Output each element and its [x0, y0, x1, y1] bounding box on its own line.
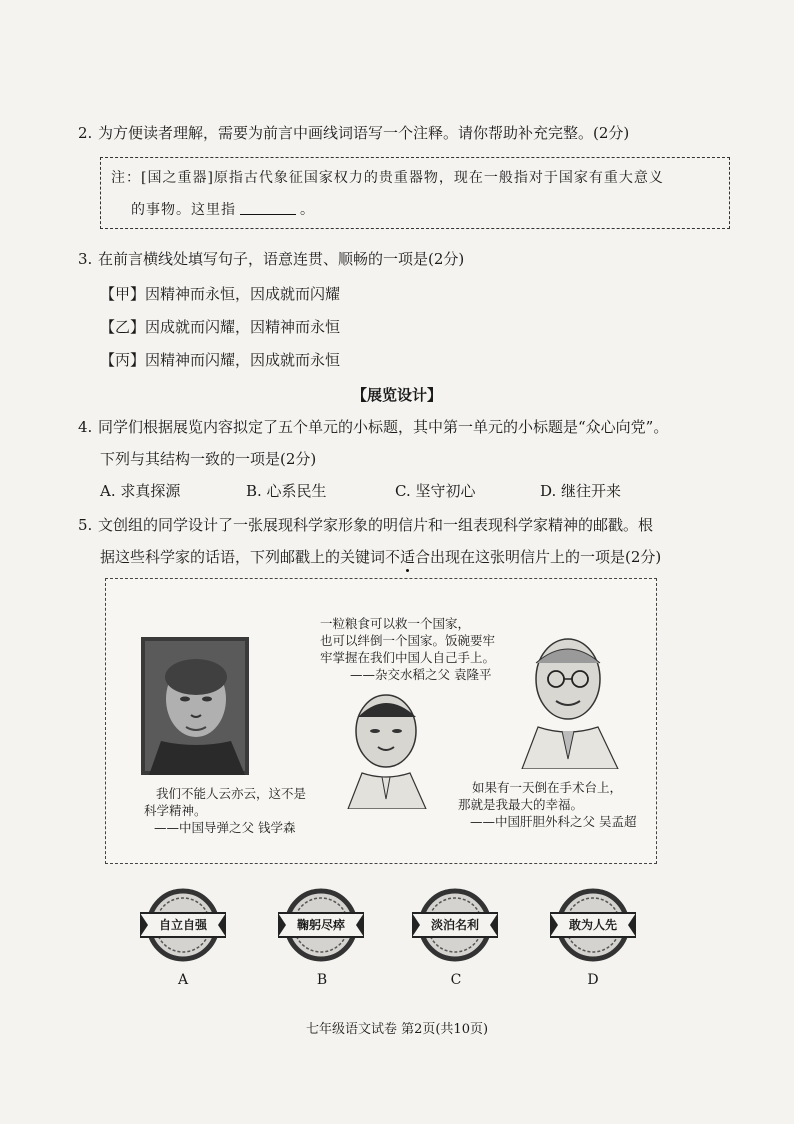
text-part: 据这些科学家的话语，下列邮戳上的关键词 [100, 548, 386, 566]
quote-attribution: ——杂交水稻之父 袁隆平 [350, 667, 492, 682]
question-2 [78, 122, 629, 144]
emphasized-text: 不适合 [385, 548, 431, 566]
question-3 [78, 248, 464, 270]
question-number: 2. [78, 124, 93, 142]
quote-attribution: ——中国导弹之父 钱学森 [154, 820, 296, 835]
option-a: A. 求真探源 [100, 482, 181, 500]
option-d: D. 继往开来 [540, 482, 622, 500]
quote-line: 我们不能人云亦云，这不是 [156, 786, 307, 801]
question-number: 3. [78, 250, 93, 268]
quote-qian-xuesen [144, 785, 306, 836]
postmark-stamp-c[interactable] [412, 882, 498, 968]
question-text: 同学们根据展览内容拟定了五个单元的小标题，其中第一单元的小标题是“众心向党”。 [98, 418, 669, 436]
quote-yuan-longping [320, 615, 495, 683]
stamp-label-a: A [177, 972, 189, 988]
quote-wu-mengchao [458, 779, 636, 830]
option-c: C. 坚守初心 [395, 482, 476, 500]
option-yi: 【乙】因成就而闪耀，因精神而永恒 [100, 318, 341, 336]
question-4-text-2: 下列与其结构一致的一项是(2分) [100, 450, 317, 468]
stamp-label-c: C [450, 972, 462, 988]
annotation-line-2 [131, 200, 315, 220]
stamp-label-d: D [587, 972, 599, 988]
answer-blank[interactable] [240, 200, 296, 215]
question-number: 5. [78, 516, 93, 534]
question-text: 在前言横线处填写句子，语意连贯、顺畅的一项是(2分) [98, 250, 465, 268]
portrait-qian-xuesen [141, 637, 249, 775]
annotation-line-1: 注：[国之重器]原指古代象征国家权力的贵重器物，现在一般指对于国家有重大意义 [111, 170, 664, 186]
quote-line: 如果有一天倒在手术台上， [472, 780, 623, 795]
quote-line: 牢掌握在我们中国人自己手上。 [320, 650, 496, 665]
annotation-end: 。 [300, 202, 315, 218]
postcard-figure [105, 578, 657, 864]
quote-line: 一粒粮食可以救一个国家， [320, 616, 471, 631]
stamp-label-b: B [316, 972, 328, 988]
postmark-stamp-d[interactable] [550, 882, 636, 968]
postmark-stamp-a[interactable] [140, 882, 226, 968]
question-number: 4. [78, 418, 93, 436]
page-footer: 七年级语文试卷 第2页(共10页) [305, 1022, 489, 1037]
stamp-text: 淡泊名利 [430, 918, 479, 932]
stamp-text: 鞠躬尽瘁 [296, 918, 345, 932]
question-text: 为方便读者理解，需要为前言中画线词语写一个注释。请你帮助补充完整。(2分) [98, 124, 630, 142]
quote-attribution: ——中国肝胆外科之父 吴孟超 [470, 814, 637, 829]
quote-line: 那就是我最大的幸福。 [458, 797, 584, 812]
option-jia: 【甲】因精神而永恒，因成就而闪耀 [100, 285, 341, 303]
annotation-box [100, 157, 730, 229]
stamp-text: 自立自强 [158, 918, 207, 932]
option-b: B. 心系民生 [246, 482, 327, 500]
quote-line: 也可以绊倒一个国家。饭碗要牢 [320, 633, 496, 648]
question-text: 文创组的同学设计了一张展现科学家形象的明信片和一组表现科学家精神的邮戳。根 [98, 516, 654, 534]
question-4 [78, 416, 668, 438]
annotation-text: 的事物。这里指 [131, 202, 236, 218]
question-5 [78, 514, 653, 536]
quote-line: 科学精神。 [144, 803, 207, 818]
postmark-stamp-b[interactable] [278, 882, 364, 968]
stamp-text: 敢为人先 [568, 918, 617, 932]
question-5-text-2 [100, 546, 661, 568]
portrait-wu-mengchao [514, 629, 624, 769]
option-bing: 【丙】因精神而闪耀，因成就而永恒 [100, 351, 341, 369]
portrait-yuan-longping [338, 689, 436, 809]
text-part: 出现在这张明信片上的一项是(2分) [430, 548, 662, 566]
section-heading: 【展览设计】 [351, 386, 442, 404]
